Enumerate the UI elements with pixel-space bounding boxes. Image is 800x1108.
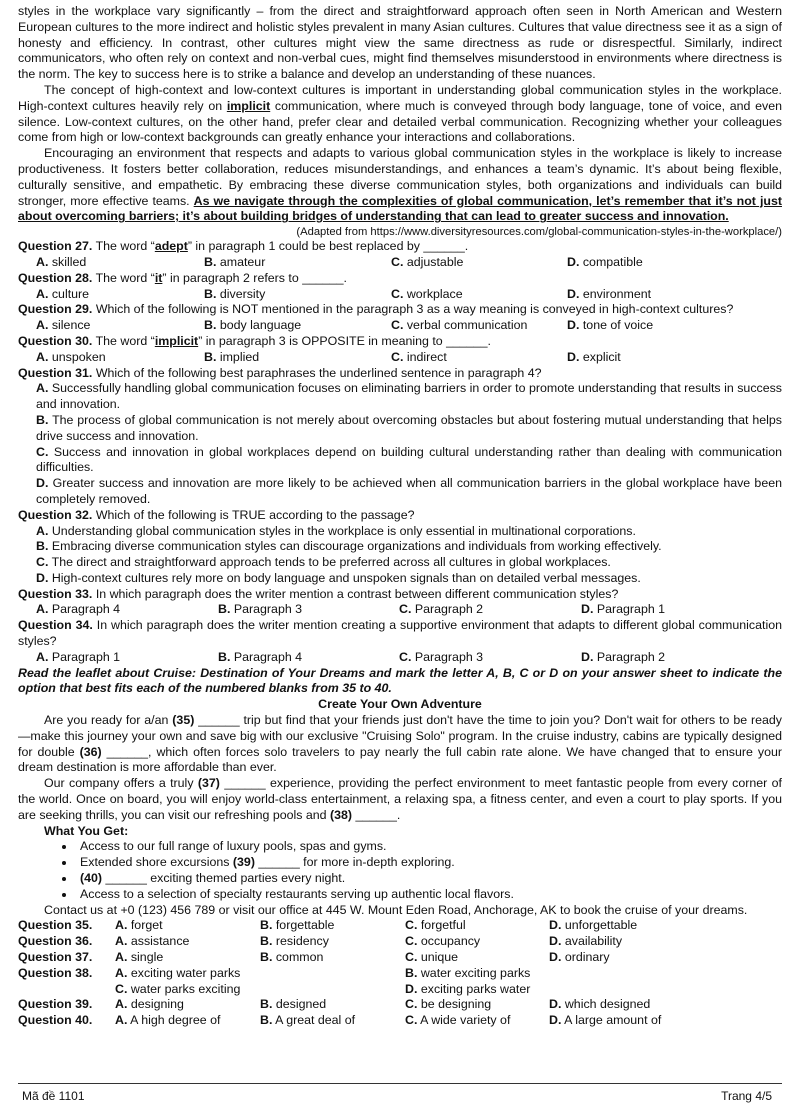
list-item: • Access to our full range of luxury pools, spas and gyms.	[76, 839, 782, 855]
option-c[interactable]: C. Success and innovation in global workplaces depend on building cultural understanding rather than dealing with communication difficulties.	[36, 444, 783, 475]
blank-40: (40)	[80, 871, 103, 886]
option-d[interactable]: D. exciting parks water	[405, 981, 531, 996]
option-c[interactable]: C. water parks exciting	[115, 981, 241, 996]
option-c[interactable]: C. Paragraph 2	[399, 602, 484, 617]
page-number: Trang 4/5	[721, 1089, 772, 1103]
question-39: Question 39. A. designing B. designed C. be designing D. which designed	[18, 997, 782, 1013]
option-c[interactable]: C. adjustable	[391, 254, 464, 269]
question-38: Question 38. A. exciting water parks B. water exciting parks C. water parks exciting D. exciting parks water	[18, 966, 782, 998]
option-a[interactable]: A. culture	[36, 286, 90, 301]
blank-36: (36)	[79, 744, 102, 759]
option-b[interactable]: B. common	[260, 950, 324, 965]
question-31: Question 31. Which of the following best paraphrases the underlined sentence in paragraph 4? A. Successfully handling global communication focuses on eliminating barriers in order to promote understanding that results in success and innovation. B. The process of global communication is not merely about overcoming obstacles but about fostering mutual understanding that helps drive success and innovation. C. Success and innovation in global workplaces depend on building cultural understanding rather than dealing with communication difficulties. D. Greater success and innovation are more likely to be achieved when all communication barriers in the global workplace have been completely removed.	[18, 365, 783, 506]
option-b[interactable]: B. The process of global communication is not merely about overcoming obstacles but about fostering mutual understanding that helps drive success and innovation.	[36, 412, 782, 443]
list-item: • (40) ______ exciting themed parties every night.	[76, 871, 782, 887]
option-b[interactable]: B. A great deal of	[260, 1013, 356, 1028]
question-36: Question 36. A. assistance B. residency C. occupancy D. availability	[18, 934, 782, 950]
question-34: Question 34. In which paragraph does the writer mention creating a supportive environment that adapts to different global communication styles? A. Paragraph 1 B. Paragraph 4 C. Paragraph 3 D. Paragraph 2	[18, 618, 782, 665]
option-a[interactable]: A. Successfully handling global communication focuses on eliminating barriers in order to promote understanding that results in success and innovation.	[36, 381, 782, 412]
question-27: Question 27. The word “adept” in paragraph 1 could be best replaced by ______. A. skilled B. amateur C. adjustable D. compatible	[18, 239, 782, 271]
option-b[interactable]: B. Paragraph 3	[218, 602, 303, 617]
blank-35: (35)	[172, 713, 195, 728]
benefits-list	[18, 839, 782, 902]
option-c[interactable]: C. indirect	[391, 349, 447, 364]
option-d[interactable]: D. A large amount of	[549, 1013, 662, 1028]
passage-paragraph-3: The concept of high-context and low-context cultures is important in understanding global communication styles in the workplace. High-context cultures heavily rely on implicit communication, where much is conveyed through body language, tone of voice, and even silence. Low-context cultures, on the other hand, prefer clear and detailed verbal communication. Recognizing whether your colleagues come from high or low-context backgrounds can greatly enhance your interactions and collaborations.	[18, 82, 782, 145]
blank-37: (37)	[197, 776, 220, 791]
option-c[interactable]: C. occupancy	[405, 934, 481, 949]
option-a[interactable]: A. silence	[36, 318, 91, 333]
passage-source: (Adapted from https://www.diversityresources.com/global-communication-styles-in-the-workplace/)	[296, 226, 782, 239]
option-c[interactable]: C. Paragraph 3	[399, 649, 484, 664]
option-d[interactable]: D. ordinary	[549, 950, 610, 965]
option-b[interactable]: B. Embracing diverse communication styles can discourage organizations and individuals from working effectively.	[36, 539, 662, 554]
passage-paragraph-4: Encouraging an environment that respects and adapts to various global communication styles in the workplace is likely to increase productiveness. It fosters better collaboration, reduces misunderstandings, and enhances a team’s dynamic. It’s about being flexible, culturally sensitive, and empathetic. By embracing these diverse communication styles, both organizations and individuals can build stronger, more effective teams. As we navigate through the complexities of global communication, let’s remember that it’s not just about overcoming barriers; it’s about building bridges of understanding that can lead to greater success and innovation.	[18, 146, 782, 224]
page-footer	[18, 1083, 782, 1103]
target-word-implicit: implicit	[154, 333, 199, 348]
option-d[interactable]: D. High-context cultures rely more on body language and unspoken signals than on detailed verbal messages.	[36, 570, 641, 585]
question-37: Question 37. A. single B. common C. unique D. ordinary	[18, 950, 782, 966]
option-b[interactable]: B. body language	[204, 318, 302, 333]
blank-38: (38)	[330, 807, 353, 822]
option-a[interactable]: A. exciting water parks	[115, 965, 241, 980]
question-30: Question 30. The word “implicit” in paragraph 3 is OPPOSITE in meaning to ______. A. unspoken B. implied C. indirect D. explicit	[18, 334, 782, 366]
what-you-get-heading: What You Get:	[44, 823, 129, 838]
exam-page	[18, 4, 782, 1029]
option-c[interactable]: C. unique	[405, 950, 459, 965]
option-d[interactable]: D. unforgettable	[549, 918, 638, 933]
option-a[interactable]: A. A high degree of	[115, 1013, 221, 1028]
passage-paragraph-1-tail: styles in the workplace vary significantly – from the direct and straightforward approach often seen in North American and Western European cultures to the more indirect and holistic styles prevalent in many Asian cultures. Cultures that value directness see it as a sign of honesty and efficiency. In contrast, other cultures might view the same directness as rude or disrespectful. Similarly, indirect communicators, who often rely on context and non-verbal cues, might find themselves misunderstood in environments where directness is the norm. The key to success here is to strike a balance and develop an understanding of these nuances.	[18, 4, 782, 82]
option-c[interactable]: C. forgetful	[405, 918, 466, 933]
option-d[interactable]: D. tone of voice	[567, 318, 654, 333]
underlined-sentence: As we navigate through the complexities of global communication, let’s remember that it’s not just about overcoming barriers; it’s about building bridges of understanding that can lead to greater success and innovation.	[18, 193, 782, 224]
option-d[interactable]: D. compatible	[567, 254, 643, 269]
contact-line: Contact us at +0 (123) 456 789 or visit our office at 445 W. Mount Eden Road, Anchorage, AK to book the cruise of your dreams.	[44, 902, 748, 917]
option-c[interactable]: C. The direct and straightforward approach tends to be preferred across all cultures in global workplaces.	[36, 555, 611, 570]
option-c[interactable]: C. workplace	[391, 286, 463, 301]
list-item: • Access to a selection of specialty restaurants serving up authentic local flavors.	[76, 887, 782, 903]
exam-code: Mã đề 1101	[22, 1089, 85, 1103]
option-a[interactable]: A. single	[115, 950, 164, 965]
option-a[interactable]: A. Paragraph 1	[36, 649, 121, 664]
option-a[interactable]: A. skilled	[36, 254, 87, 269]
question-33: Question 33. In which paragraph does the writer mention a contrast between different communication styles? A. Paragraph 4 B. Paragraph 3 C. Paragraph 2 D. Paragraph 1	[18, 587, 782, 619]
option-d[interactable]: D. Paragraph 1	[581, 602, 666, 617]
question-28: Question 28. The word “it” in paragraph 2 refers to ______. A. culture B. diversity C. workplace D. environment	[18, 271, 782, 303]
option-b[interactable]: B. diversity	[204, 286, 266, 301]
question-40: Question 40. A. A high degree of B. A great deal of C. A wide variety of D. A large amount of	[18, 1013, 782, 1029]
option-b[interactable]: B. water exciting parks	[405, 965, 531, 980]
option-a[interactable]: A. Understanding global communication styles in the workplace is only essential in multinational corporations.	[36, 523, 636, 538]
option-b[interactable]: B. residency	[260, 934, 329, 949]
option-d[interactable]: D. environment	[567, 286, 652, 301]
leaflet-title: Create Your Own Adventure	[318, 697, 482, 712]
question-35: Question 35. A. forget B. forgettable C. forgetful D. unforgettable	[18, 918, 782, 934]
target-word-it: it	[154, 270, 163, 285]
option-c[interactable]: C. A wide variety of	[405, 1013, 511, 1028]
blank-39: (39)	[232, 855, 255, 870]
highlighted-word-implicit: implicit	[226, 98, 271, 113]
option-d[interactable]: D. Greater success and innovation are more likely to be achieved when all communication barriers in the global workplace have been completely removed.	[36, 476, 782, 506]
question-32: Question 32. Which of the following is TRUE according to the passage? A. Understanding global communication styles in the workplace is only essential in multinational corporations. B. Embracing diverse communication styles can discourage organizations and individuals from working effectively. C. The direct and straightforward approach tends to be preferred across all cultures in global workplaces. D. High-context cultures rely more on body language and unspoken signals than on detailed verbal messages.	[18, 508, 782, 587]
option-b[interactable]: B. amateur	[204, 254, 266, 269]
option-a[interactable]: A. forget	[115, 918, 163, 933]
option-a[interactable]: A. Paragraph 4	[36, 602, 121, 617]
option-b[interactable]: B. forgettable	[260, 918, 335, 933]
option-b[interactable]: B. Paragraph 4	[218, 649, 303, 664]
option-a[interactable]: A. assistance	[115, 934, 190, 949]
option-c[interactable]: C. be designing	[405, 997, 492, 1012]
option-d[interactable]: D. availability	[549, 934, 623, 949]
option-b[interactable]: B. implied	[204, 349, 260, 364]
leaflet-paragraph-1: Are you ready for a/an (35) ______ trip but find that your friends just don't have the time to join you? Don't wait for others to be ready—make this journey your own and save big with our exclusive "Cruising Solo" program. In the cruise industry, cabins are typically designed for double (36) ______, which often forces solo travelers to pay nearly the full cabin rate alone. We have changed that to ensure your dream destination is more affordable than ever.	[18, 713, 783, 775]
option-b[interactable]: B. designed	[260, 997, 327, 1012]
option-d[interactable]: D. explicit	[567, 349, 621, 364]
option-a[interactable]: A. designing	[115, 997, 184, 1012]
option-c[interactable]: C. verbal communication	[391, 318, 528, 333]
question-29: Question 29. Which of the following is NOT mentioned in the paragraph 3 as a way meaning is conveyed in high-context cultures? A. silence B. body language C. verbal communication D. tone of voice	[18, 302, 782, 334]
leaflet-paragraph-2: Our company offers a truly (37) ______ experience, providing the perfect environment to meet fantastic people from every corner of the world. Once on board, you will enjoy world-class entertainment, a relaxing spa, a fitness center, and even a court to play sports. If you are seeking thrills, you can visit our refreshing pools and (38) ______.	[18, 776, 782, 822]
section-instruction: Read the leaflet about Cruise: Destination of Your Dreams and mark the letter A, B, C or D on your answer sheet to indicate the option that best fits each of the numbered blanks from 35 to 40.	[18, 665, 782, 696]
option-d[interactable]: D. Paragraph 2	[581, 649, 666, 664]
option-d[interactable]: D. which designed	[549, 997, 651, 1012]
list-item: • Extended shore excursions (39) ______ for more in-depth exploring.	[76, 855, 782, 871]
target-word-adept: adept	[154, 239, 188, 254]
option-a[interactable]: A. unspoken	[36, 349, 106, 364]
